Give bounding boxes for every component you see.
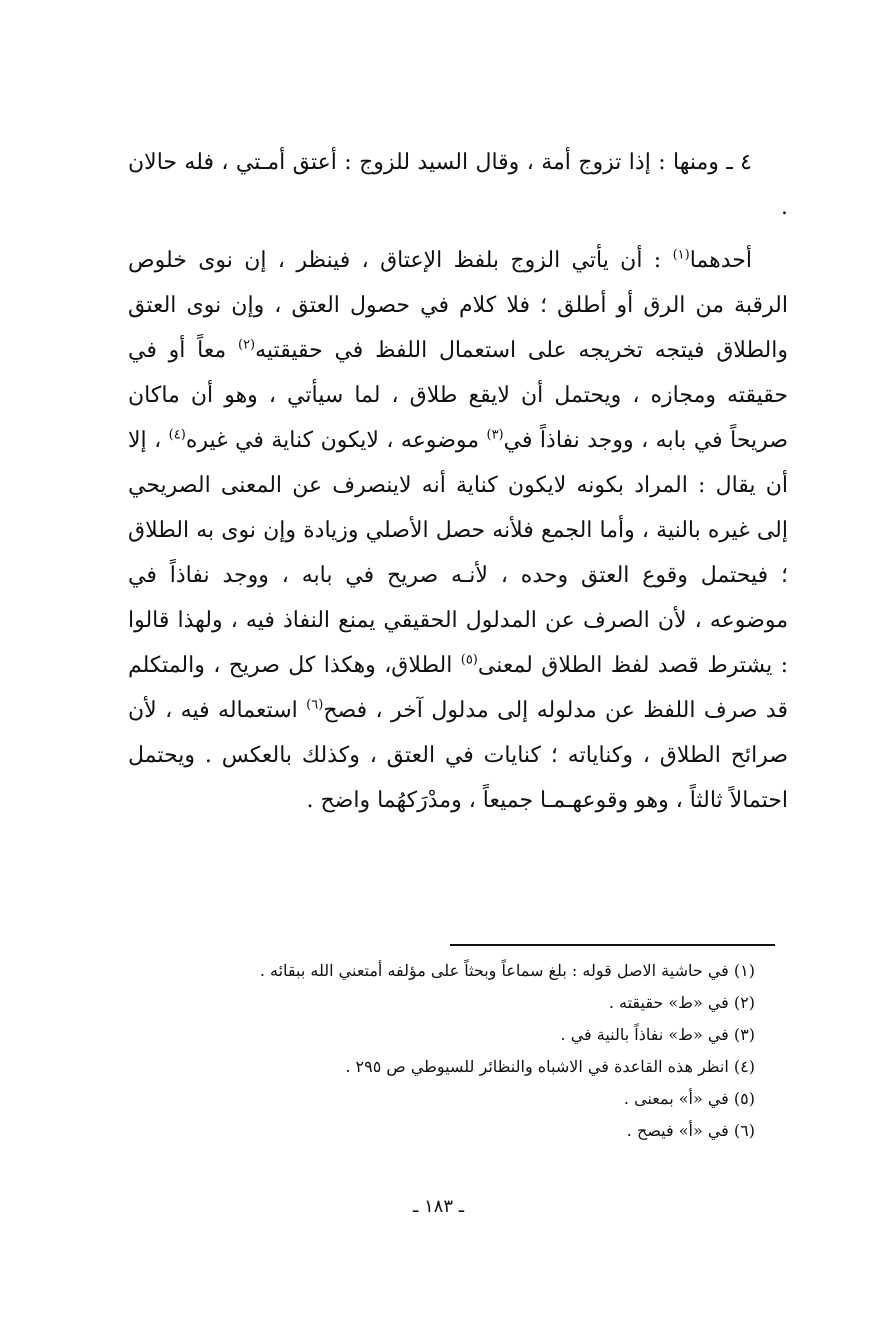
page-number: ـ ١٨٣ ـ [412,1196,464,1217]
paragraph-segment: استعماله فيه ، لأن صرائح الطلاق ، وكناياته ؛ كنايات في العتق ، وكذلك بالعكس . ويحتمل احتمالاً ثالثاً ، وهو وقوعهـمـا جميعاً ، ومدْرَكهُما واضح . [128,698,788,813]
footnote-6: (٦) في «أ» فيصح . [626,1121,755,1140]
paragraph-segment: معاً أو في حقيقته ومجازه ، ويحتمل أن لايقع طلاق ، لما سيأتي ، وهو أن ماكان صريحاً في بابه ، ووجد نفاذاً في [128,338,788,453]
footnote-ref-2[interactable]: (٢) [237,337,256,353]
footnote-3: (٣) في «ط» نفاذاً بالنية في . [560,1025,755,1044]
paragraph-segment: : أن يأتي الزوج بلفظ الإعتاق ، فينظر ، إن نوى خلوص الرقبة من الرق أو أطلق ؛ فلا كلام في حصول العتق ، وإن نوى العتق والطلاق فيتجه تخريجه على استعمال اللفظ في حقيقتيه [128,248,788,363]
footnote-ref-4[interactable]: (٤) [168,427,186,443]
footnote-ref-1[interactable]: (١) [672,247,690,263]
footnote-ref-3[interactable]: (٣) [486,427,504,443]
paragraph-4: ٤ ـ ومنها : إذا تزوج أمة ، وقال السيد للزوج : أعتق أمـتي ، فله حالان . [128,150,788,220]
footnote-ref-5[interactable]: (٥) [460,652,478,668]
footnotes [180,955,755,1147]
footnote-divider [450,944,775,946]
paragraph-segment: ، إلا أن يقال : المراد بكونه لايكون كناية أنه لاينصرف عن المعنى الصريحي إلى غيره بالنية ، وأما الجمع فلأنه حصل الأصلي وزيادة وإن نوى به الطلاق ؛ فيحتمل وقوع العتق وحده ، لأنـه صريح في بابه ، ووجد نفاذاً في موضوعه ، لأن الصرف عن المدلول الحقيقي يمنع النفاذ فيه ، ولهذا قالوا : يشترط قصد لفظ الطلاق لمعنى [128,428,788,678]
footnote-2: (٢) في «ط» حقيقته . [608,993,755,1012]
footnote-ref-6[interactable]: (٦) [306,697,324,713]
paragraph-hal-1 [128,238,788,823]
body-text [128,140,788,823]
paragraph-segment: الطلاق، وهكذا كل صريح ، والمتكلم قد صرف اللفظ عن مدلوله إلى مدلول آخر ، فصح [128,653,788,723]
footnote-1: (١) في حاشية الاصل قوله : بلغ سماعاً وبحثاً على مؤلفه أمتعني الله ببقائه . [259,961,755,980]
footnote-5: (٥) في «أ» بمعنى . [623,1089,755,1108]
paragraph-segment: أحدهما [689,248,752,273]
paragraph-segment: موضوعه ، لايكون كناية في غيره [185,428,487,453]
footnote-4: (٤) انظر هذه القاعدة في الاشباه والنظائر للسيوطي ص ٢٩٥ . [345,1057,755,1076]
